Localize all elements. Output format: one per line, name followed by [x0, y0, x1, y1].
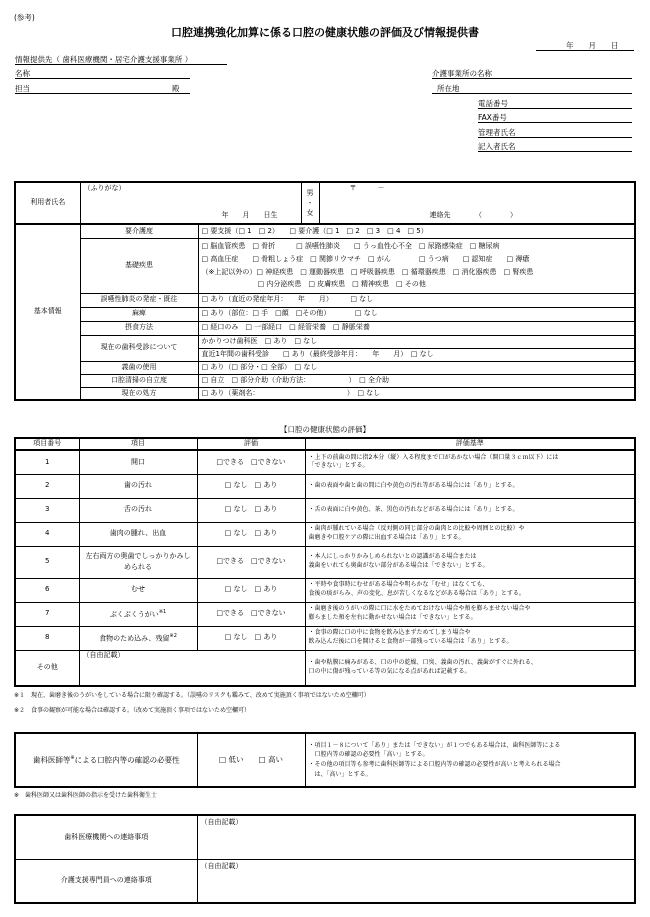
eval-row-no: 3: [15, 498, 79, 522]
office-address-field[interactable]: [432, 93, 632, 94]
user-name-label: 利用者氏名: [15, 182, 80, 224]
office-name-field[interactable]: [432, 78, 632, 79]
eval-row-criteria: ・食事の際に口の中に食物を飲み込まずためてしまう場合や 飲み込んだ後に口を開けると食物が一部残っている場合は「あり」とする。: [305, 626, 635, 650]
sex-female[interactable]: 女: [306, 209, 314, 218]
eval-row-criteria: ・舌の表面に白や黄色、茶、黒色の汚れなどがある場合には「あり」とする。: [305, 498, 635, 522]
eval-row-criteria: ・本人にしっかりかみしめられないとの認識がある場合または 義歯をいれても奥歯がない部分がある場合は「できない」とする。: [305, 546, 635, 578]
eval-row-options[interactable]: □できる □できない: [197, 450, 305, 474]
eval-row-criteria: ・歯肉が腫れている場合（反対側の同じ部分の歯肉との比較や周囲との比較）や 歯磨きや口腔ケアの際に出血する場合は「あり」とする。: [305, 522, 635, 546]
eval-row-item: ぶくぶくうがい$^{※1}$: [79, 602, 197, 626]
issue-date: 年 月 日: [566, 41, 619, 50]
family-dentist-options[interactable]: かかりつけ歯科医 □ あり □ なし: [198, 335, 635, 348]
footnote-2: ※２ 食事の観察が可能な場合は確認する。（改めて実施頂く事項ではないため空欄可）: [14, 707, 251, 714]
paralysis-options[interactable]: □ あり（部位：□ 手 □顔 □その他） □ なし: [198, 307, 635, 321]
necessity-label: 歯科医師等※による口腔内等の確認の必要性: [15, 733, 197, 787]
header-criteria: 評価基準: [305, 438, 635, 450]
office-writer-label: 記入者氏名: [478, 142, 516, 151]
eval-row-no: 2: [15, 474, 79, 498]
underlying-disease-options[interactable]: [198, 238, 635, 293]
eval-row-options[interactable]: □ なし □ あり: [197, 474, 305, 498]
office-writer-field[interactable]: [478, 151, 632, 152]
recent-dental-visit-options[interactable]: 直近1年間の歯科受診 □ あり（最終受診年月： 年 月） □ なし: [198, 348, 635, 361]
care-manager-contact-field[interactable]: （自由記載）: [197, 859, 635, 903]
reference-note: (参考): [14, 13, 35, 22]
header-evaluation: 評価: [197, 438, 305, 450]
header-item-no: 項目番号: [15, 438, 79, 450]
birthdate-field: 年 月 日生: [221, 211, 278, 219]
eval-row-criteria: ・歯の表面や歯と歯の間に白や黄色の汚れ等がある場合には「あり」とする。: [305, 474, 635, 498]
disease-line[interactable]: □ 脳血管疾患 □ 骨折 □ 誤嚥性肺炎 □ うっ血性心不全 □ 尿路感染症 □ 糖尿病: [201, 241, 500, 250]
office-manager-field[interactable]: [478, 137, 632, 138]
office-name-label: 介護事業所の名称: [432, 69, 492, 78]
dental-contact-field[interactable]: （自由記載）: [197, 815, 635, 859]
eval-row-no: 1: [15, 450, 79, 474]
evaluation-table: [14, 437, 636, 687]
sex-separator: ・: [306, 198, 314, 207]
eating-method-options[interactable]: □ 経口のみ □ 一部経口 □ 経管栄養 □ 静脈栄養: [198, 321, 635, 335]
aspiration-pneumonia-options[interactable]: □ あり（直近の発症年月： 年 月） □ なし: [198, 293, 635, 307]
eval-row-no: 8: [15, 626, 79, 650]
header-item: 項目: [79, 438, 197, 450]
eval-row-options[interactable]: □ なし □ あり: [197, 522, 305, 546]
basic-info-label: 基本情報: [15, 224, 80, 400]
necessity-footnote: ※ 歯科医師又は歯科医師の指示を受けた歯科衛生士: [14, 792, 158, 799]
other-free-text[interactable]: （自由記載）: [79, 650, 305, 686]
eval-row-no: 7: [15, 602, 79, 626]
eval-row-criteria: ・歯磨き後のうがいの際に口に水をためておけない場合や頬を膨らませない場合や 膨らました頬を左右に動かせない場合は「できない」とする。: [305, 602, 635, 626]
disease-line[interactable]: □ 高血圧症 □ 骨粗しょう症 □ 関節リウマチ □ がん □ うつ病 □ 認知症 □ 褥瘡: [201, 254, 530, 263]
eval-row-options[interactable]: □できる □できない: [197, 546, 305, 578]
office-address-label: 所在地: [437, 84, 460, 93]
denture-options[interactable]: □ あり（□ 部分・□ 全部） □ なし: [198, 361, 635, 374]
aspiration-pneumonia-label: 誤嚥性肺炎の発症・既往: [80, 293, 198, 307]
eval-row-options[interactable]: □ なし □ あり: [197, 498, 305, 522]
office-phone-label: 電話番号: [478, 99, 508, 108]
office-fax-field[interactable]: [478, 122, 632, 123]
date-underline: [536, 50, 634, 51]
disease-line[interactable]: （※上記以外の）□ 神経疾患 □ 運動器疾患 □ 呼吸器疾患 □ 循環器疾患 □ 消化器疾患 □ 腎疾患: [201, 267, 534, 276]
eval-row-criteria: ・上下の前歯の間に指2本分（縦）入る程度まで口があかない場合（開口量３ｃｍ以下）には 「できない」とする。: [305, 450, 635, 474]
provider-destination-underline: [15, 64, 227, 65]
evaluation-title: 【口腔の健康状態の評価】: [280, 425, 370, 434]
dental-contact-label: 歯科医療機関への連絡事項: [15, 815, 197, 859]
provider-name-field[interactable]: [15, 78, 190, 79]
address-cell[interactable]: [319, 182, 635, 224]
eval-row-options[interactable]: □できる □できない: [197, 602, 305, 626]
office-phone-field[interactable]: [478, 108, 632, 109]
provider-destination: 情報提供先（ 歯科医療機関・居宅介護支援事業所 ）: [15, 55, 193, 64]
sex-cell[interactable]: [301, 182, 319, 224]
paralysis-label: 麻痺: [80, 307, 198, 321]
eating-method-label: 摂食方法: [80, 321, 198, 335]
provider-name-label: 名称: [15, 69, 30, 78]
eval-row-criteria: ・平時や食事時にむせがある場合や明らかな「むせ」はなくても、 食後の痰がらみ、声の変化、息が苦しくなるなどがある場合は「あり」とする。: [305, 578, 635, 602]
oral-cleaning-label: 口腔清掃の自立度: [80, 374, 198, 387]
eval-row-item: 歯の汚れ: [79, 474, 197, 498]
eval-row-no: 4: [15, 522, 79, 546]
office-fax-label: FAX番号: [478, 113, 507, 122]
eval-row-item: 食物のため込み、残留$^{※2}$: [79, 626, 197, 650]
care-level-options[interactable]: □ 要支援（□ 1 □ 2） □ 要介護（□ 1 □ 2 □ 3 □ 4 □ 5）: [198, 224, 635, 238]
provider-honorific: 殿: [172, 84, 180, 93]
prescription-options[interactable]: □ あり（薬剤名： ） □ なし: [198, 387, 635, 400]
phone-contact-field: 連絡先 （ ）: [429, 211, 517, 219]
eval-row-item: むせ: [79, 578, 197, 602]
eval-row-options[interactable]: □ なし □ あり: [197, 626, 305, 650]
eval-row-item: 開口: [79, 450, 197, 474]
disease-line[interactable]: □ 内分泌疾患 □ 皮膚疾患 □ 精神疾患 □ その他: [201, 280, 426, 289]
contact-table: [14, 814, 636, 904]
eval-row-no: その他: [15, 650, 79, 686]
eval-row-criteria: ・歯や粘膜に痛みがある、口の中の乾燥、口臭、義歯の汚れ、義歯がすぐに外れる、 口の中に傷が残っている等の気になる点があれば記載する。: [305, 650, 635, 686]
oral-cleaning-options[interactable]: □ 自立 □ 部分介助（介助方法： ） □ 全介助: [198, 374, 635, 387]
eval-row-item: 舌の汚れ: [79, 498, 197, 522]
dental-visit-label: 現在の歯科受診について: [80, 335, 198, 361]
footnote-1: ※１ 現在、歯磨き後のうがいをしている場合に限り確認する。（誤嚥のリスクも鑑みて、改めて実施頂く事項ではないため空欄可）: [14, 692, 370, 699]
furigana-label: （ふりがな）: [83, 184, 126, 192]
provider-contact-field[interactable]: [15, 93, 190, 94]
sex-male[interactable]: 男: [306, 188, 314, 197]
denture-label: 義歯の使用: [80, 361, 198, 374]
eval-row-item: 左右両方の奥歯でしっかりかみしめられる: [79, 546, 197, 578]
eval-row-no: 5: [15, 546, 79, 578]
prescription-label: 現在の処方: [80, 387, 198, 400]
user-info-table: [14, 181, 636, 401]
necessity-criteria: ・項目１－８について「あり」または「できない」が１つでもある場合は、歯科医師等による 口腔内等の確認の必要性「高い」とする。 ・その他の項目等も参考に歯科医師等による口腔内等の確認の必要性が高いと考えられる場合 は、「高い」とする。: [305, 733, 635, 787]
postal-code-field: 〒 －: [349, 184, 385, 192]
office-manager-label: 管理者氏名: [478, 128, 516, 137]
necessity-table: [14, 732, 636, 788]
user-name-cell[interactable]: [80, 182, 301, 224]
page-title: 口腔連携強化加算に係る口腔の健康状態の評価及び情報提供書: [171, 26, 479, 39]
necessity-options[interactable]: □ 低い □ 高い: [197, 733, 305, 787]
underlying-disease-label: 基礎疾患: [80, 238, 198, 293]
care-manager-contact-label: 介護支援専門員への連絡事項: [15, 859, 197, 903]
provider-contact-label: 担当: [15, 84, 30, 93]
eval-row-no: 6: [15, 578, 79, 602]
care-level-label: 要介護度: [80, 224, 198, 238]
eval-row-options[interactable]: □ なし □ あり: [197, 578, 305, 602]
eval-row-item: 歯肉の腫れ、出血: [79, 522, 197, 546]
